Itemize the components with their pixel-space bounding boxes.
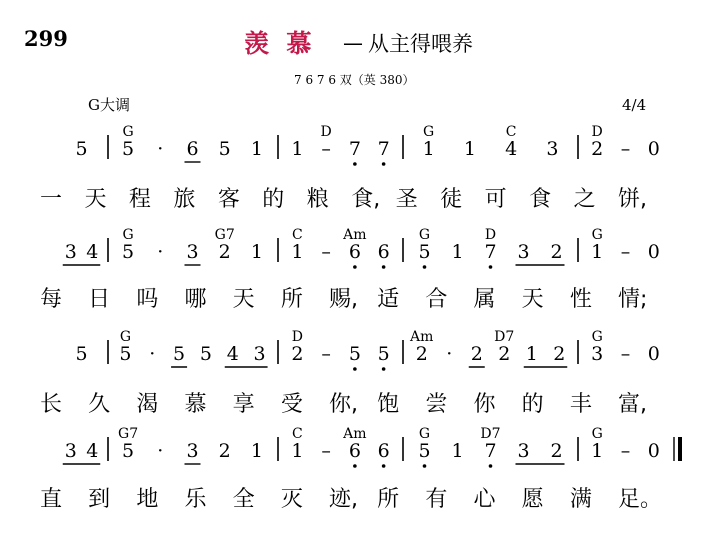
note: 2 bbox=[553, 343, 566, 365]
note: 5 bbox=[122, 138, 135, 160]
note: 6 bbox=[348, 440, 361, 462]
hymn-meter: 7 6 7 6 双（英 380） bbox=[294, 73, 415, 87]
lyric-char: 情; bbox=[618, 287, 648, 312]
chord-symbol: C bbox=[292, 426, 303, 442]
note: 1 bbox=[591, 241, 604, 263]
lyric-char: 富, bbox=[618, 392, 647, 417]
chord-symbol: Am bbox=[343, 227, 367, 243]
lyric-char: 一 bbox=[40, 187, 63, 212]
note: 3 bbox=[186, 440, 199, 462]
chord-symbol: D7 bbox=[494, 329, 515, 345]
lyric-char: 你, bbox=[329, 392, 358, 417]
lyric-char: 饱 bbox=[377, 392, 400, 417]
chord-symbol: G bbox=[122, 227, 134, 243]
lyric-char: 慕 bbox=[184, 392, 207, 417]
octave-dot bbox=[382, 162, 386, 166]
lyric-char: 天 bbox=[521, 287, 544, 312]
note: 5 bbox=[377, 343, 390, 365]
dash-mark: – bbox=[620, 440, 631, 462]
note: 5 bbox=[119, 343, 132, 365]
note: 4 bbox=[505, 138, 518, 160]
chord-symbol: Am bbox=[343, 426, 367, 442]
dash-mark: – bbox=[321, 241, 331, 263]
note: 3 bbox=[517, 440, 530, 462]
octave-dot bbox=[382, 464, 386, 468]
lyric-char: 粮 bbox=[306, 187, 329, 212]
lyric-char: 性 bbox=[569, 287, 592, 312]
note: 4 bbox=[226, 343, 239, 365]
chord-symbol: G bbox=[591, 227, 603, 243]
lyric-char: 日 bbox=[88, 287, 111, 312]
note: 2 bbox=[470, 343, 483, 365]
note: 5 bbox=[348, 343, 361, 365]
lyric-char: 的 bbox=[521, 392, 544, 417]
lyric-char: 尝 bbox=[425, 392, 448, 417]
chord-symbol: C bbox=[505, 124, 517, 140]
lyric-char: 渴 bbox=[136, 392, 159, 417]
lyric-char: 饼, bbox=[618, 187, 647, 212]
note: 5 bbox=[199, 343, 212, 365]
lyric-char: 属 bbox=[473, 287, 496, 312]
note: 5 bbox=[75, 138, 88, 160]
chord-symbol: D bbox=[591, 124, 603, 140]
note: 2 bbox=[498, 343, 511, 365]
lyric-char: 享 bbox=[232, 392, 255, 417]
chord-symbol: D bbox=[320, 124, 332, 140]
note: 7 bbox=[484, 440, 497, 462]
note: 3 bbox=[64, 241, 77, 263]
note: 3 bbox=[186, 241, 199, 263]
lyric-char: 可 bbox=[484, 187, 507, 212]
chord-symbol: G bbox=[122, 124, 134, 140]
note: 3 bbox=[253, 343, 266, 365]
lyric-char: 适 bbox=[377, 287, 400, 312]
note: 2 bbox=[291, 343, 304, 365]
lyric-char: 有 bbox=[425, 487, 448, 512]
lyric-char: 食 bbox=[529, 187, 552, 212]
note: 7 bbox=[484, 241, 497, 263]
dot-mark: · bbox=[157, 241, 164, 263]
lyric-char: 愿 bbox=[521, 487, 544, 512]
octave-dot bbox=[353, 367, 357, 371]
note: 4 bbox=[86, 440, 99, 462]
note: 1 bbox=[250, 138, 263, 160]
lyric-char: 迹, bbox=[329, 487, 358, 512]
dot-mark: · bbox=[157, 138, 164, 160]
lyric-char: 长 bbox=[40, 392, 63, 417]
key-signature: G大调 bbox=[88, 96, 130, 114]
octave-dot bbox=[353, 162, 357, 166]
chord-symbol: D bbox=[291, 329, 303, 345]
lyric-char: 乐 bbox=[184, 487, 207, 512]
note: 0 bbox=[647, 241, 660, 263]
octave-dot bbox=[489, 464, 493, 468]
octave-dot bbox=[489, 265, 493, 269]
time-signature: 4/4 bbox=[622, 96, 647, 114]
dash-mark: – bbox=[321, 440, 331, 462]
chord-symbol: G7 bbox=[214, 227, 235, 243]
lyric-char: 赐, bbox=[329, 287, 358, 312]
note: 1 bbox=[591, 440, 604, 462]
note: 1 bbox=[451, 241, 464, 263]
octave-dot bbox=[353, 265, 357, 269]
note: 1 bbox=[451, 440, 464, 462]
chord-symbol: G7 bbox=[118, 426, 139, 442]
note: 2 bbox=[415, 343, 428, 365]
lyric-char: 足。 bbox=[618, 487, 663, 512]
lyric-char: 丰 bbox=[569, 392, 592, 417]
dot-mark: · bbox=[157, 440, 164, 462]
chord-symbol: D bbox=[484, 227, 497, 243]
lyric-char: 全 bbox=[232, 487, 255, 512]
note: 2 bbox=[591, 138, 604, 160]
note: 2 bbox=[218, 241, 231, 263]
note: 0 bbox=[647, 440, 660, 462]
note: 3 bbox=[591, 343, 604, 365]
chord-symbol: G bbox=[423, 124, 435, 140]
note: 2 bbox=[550, 241, 563, 263]
chord-symbol: G bbox=[418, 426, 431, 442]
note: 1 bbox=[250, 440, 263, 462]
lyric-char: 客 bbox=[217, 187, 240, 212]
note: 1 bbox=[291, 440, 304, 462]
chord-symbol: G bbox=[591, 426, 603, 442]
dash-mark: – bbox=[620, 343, 631, 365]
lyric-char: 的 bbox=[262, 187, 285, 212]
dash-mark: – bbox=[620, 138, 631, 160]
note: 3 bbox=[64, 440, 77, 462]
octave-dot bbox=[423, 265, 427, 269]
note: 6 bbox=[377, 440, 390, 462]
lyric-char: 徒 bbox=[440, 187, 463, 212]
lyric-char: 所 bbox=[377, 487, 400, 512]
chord-symbol: D7 bbox=[480, 426, 501, 442]
note: 7 bbox=[377, 138, 390, 160]
lyric-char: 地 bbox=[136, 487, 159, 512]
note: 7 bbox=[348, 138, 361, 160]
note: 3 bbox=[546, 138, 559, 160]
chord-symbol: G bbox=[591, 329, 603, 345]
note: 6 bbox=[377, 241, 390, 263]
hymn-number: 299 bbox=[24, 26, 68, 51]
dash-mark: – bbox=[620, 241, 631, 263]
lyric-char: 所 bbox=[280, 287, 303, 312]
lyric-char: 天 bbox=[84, 187, 107, 212]
dash-mark: – bbox=[321, 343, 331, 365]
note: 2 bbox=[550, 440, 563, 462]
note: 5 bbox=[122, 440, 135, 462]
note: 0 bbox=[647, 343, 660, 365]
title-dash: — bbox=[343, 31, 363, 55]
octave-dot bbox=[382, 265, 386, 269]
note: 5 bbox=[75, 343, 88, 365]
note: 1 bbox=[525, 343, 538, 365]
note: 1 bbox=[291, 241, 304, 263]
lyric-char: 你 bbox=[473, 392, 496, 417]
dash-mark: – bbox=[321, 138, 331, 160]
note: 5 bbox=[122, 241, 135, 263]
score bbox=[40, 124, 680, 512]
octave-dot bbox=[353, 464, 357, 468]
octave-dot bbox=[382, 367, 386, 371]
lyric-char: 圣 bbox=[395, 187, 418, 212]
note: 1 bbox=[463, 138, 476, 160]
note: 6 bbox=[348, 241, 361, 263]
dot-mark: · bbox=[446, 343, 453, 365]
note: 6 bbox=[186, 138, 199, 160]
note: 3 bbox=[517, 241, 530, 263]
note: 5 bbox=[173, 343, 186, 365]
lyric-char: 久 bbox=[88, 392, 111, 417]
note: 1 bbox=[422, 138, 435, 160]
lyric-char: 灭 bbox=[280, 487, 303, 512]
lyric-char: 吗 bbox=[136, 287, 159, 312]
hymn-subtitle: 从主得喂养 bbox=[368, 32, 473, 56]
lyric-char: 到 bbox=[88, 487, 111, 512]
chord-symbol: C bbox=[292, 227, 303, 243]
octave-dot bbox=[423, 464, 427, 468]
lyric-char: 每 bbox=[40, 287, 63, 312]
note: 1 bbox=[291, 138, 304, 160]
lyric-char: 哪 bbox=[184, 287, 207, 312]
chord-symbol: Am bbox=[410, 329, 434, 345]
lyric-char: 直 bbox=[40, 487, 63, 512]
note: 2 bbox=[218, 440, 231, 462]
chord-symbol: G bbox=[119, 329, 132, 345]
lyric-char: 食, bbox=[351, 187, 381, 212]
dot-mark: · bbox=[149, 343, 156, 365]
note: 5 bbox=[418, 440, 431, 462]
note: 4 bbox=[86, 241, 99, 263]
note: 5 bbox=[418, 241, 431, 263]
chord-symbol: G bbox=[418, 227, 431, 243]
note: 0 bbox=[647, 138, 660, 160]
lyric-char: 天 bbox=[232, 287, 255, 312]
lyric-char: 合 bbox=[425, 287, 448, 312]
lyric-char: 心 bbox=[473, 487, 496, 512]
hymn-title: 羡 慕 bbox=[244, 29, 312, 58]
lyric-char: 旅 bbox=[173, 187, 196, 212]
note: 5 bbox=[218, 138, 231, 160]
lyric-char: 满 bbox=[569, 487, 592, 512]
lyric-char: 之 bbox=[573, 187, 596, 212]
lyric-char: 程 bbox=[128, 187, 151, 212]
note: 1 bbox=[250, 241, 263, 263]
lyric-char: 受 bbox=[280, 392, 303, 417]
